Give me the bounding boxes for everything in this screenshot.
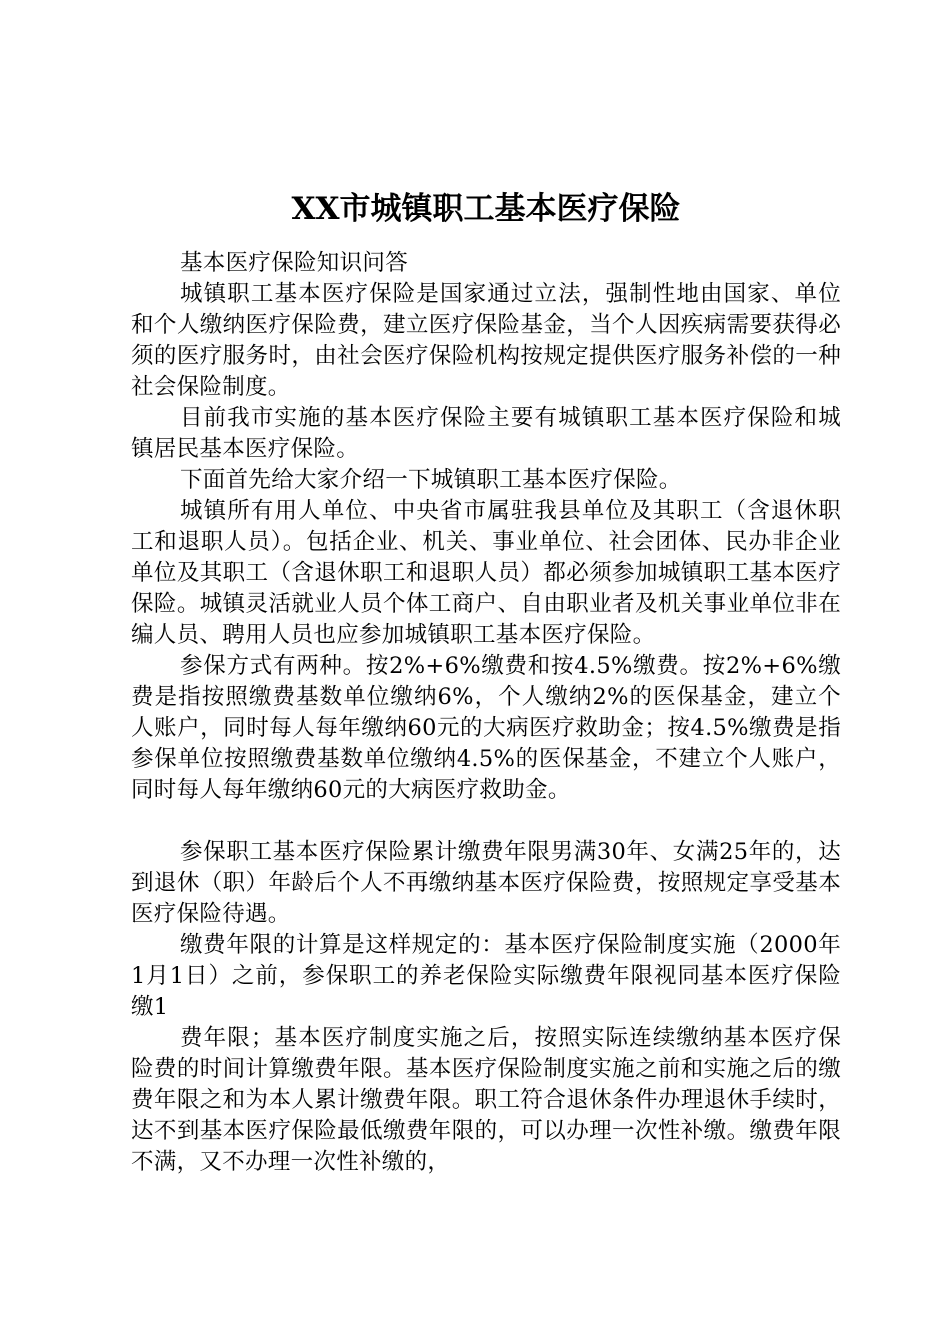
paragraph-introduction: 下面首先给大家介绍一下城镇职工基本医疗保险。 <box>180 467 682 493</box>
paragraph-definition: 城镇职工基本医疗保险是国家通过立法，强制性地由国家、单位和个人缴纳医疗保险费，建立医疗保险基金，当个人因疾病需要获得必须的医疗服务时，由社会医疗保险机构按规定提供医疗服务补偿的一种社会保险制度。 <box>131 281 841 400</box>
paragraph-year-calculation: 缴费年限的计算是这样规定的：基本医疗保险制度实施（2000年1月1日）之前，参保职工的养老保险实际缴费年限视同基本医疗保险缴1 <box>131 932 841 1020</box>
paragraph-current-types: 目前我市实施的基本医疗保险主要有城镇职工基本医疗保险和城镇居民基本医疗保险。 <box>131 405 841 462</box>
paragraph-payment-methods: 参保方式有两种。按2%+6%缴费和按4.5%缴费。按2%+6%缴费是指按照缴费基数单位缴纳6%，个人缴纳2%的医保基金，建立个人账户，同时每人每年缴纳60元的大病医疗救助金；按4.5%缴费是指参保单位按照缴费基数单位缴纳4.5%的医保基金，不建立个人账户，同时每人每年缴纳60元的大病医疗救助金。 <box>131 653 841 803</box>
paragraph-contribution-years: 参保职工基本医疗保险累计缴费年限男满30年、女满25年的，达到退休（职）年龄后个人不再缴纳基本医疗保险费，按照规定享受基本医疗保险待遇。 <box>131 839 841 927</box>
document-title: XX市城镇职工基本医疗保险 <box>291 191 681 227</box>
paragraph-coverage-scope: 城镇所有用人单位、中央省市属驻我县单位及其职工（含退休职工和退职人员）。包括企业、机关、事业单位、社会团体、民办非企业单位及其职工（含退休职工和退职人员）都必须参加城镇职工基本医疗保险。城镇灵活就业人员个体工商户、自由职业者及机关事业单位非在编人员、聘用人员也应参加城镇职工基本医疗保险。 <box>131 498 841 648</box>
paragraph-subtitle: 基本医疗保险知识问答 <box>180 250 409 276</box>
document-page <box>131 186 841 1178</box>
paragraph-gap <box>131 806 841 837</box>
paragraph-year-calculation-continued: 费年限；基本医疗制度实施之后，按照实际连续缴纳基本医疗保险费的时间计算缴费年限。基本医疗保险制度实施之前和实施之后的缴费年限之和为本人累计缴费年限。职工符合退休条件办理退休手续时，达不到基本医疗保险最低缴费年限的，可以办理一次性补缴。缴费年限不满，又不办理一次性补缴的， <box>131 1025 841 1175</box>
